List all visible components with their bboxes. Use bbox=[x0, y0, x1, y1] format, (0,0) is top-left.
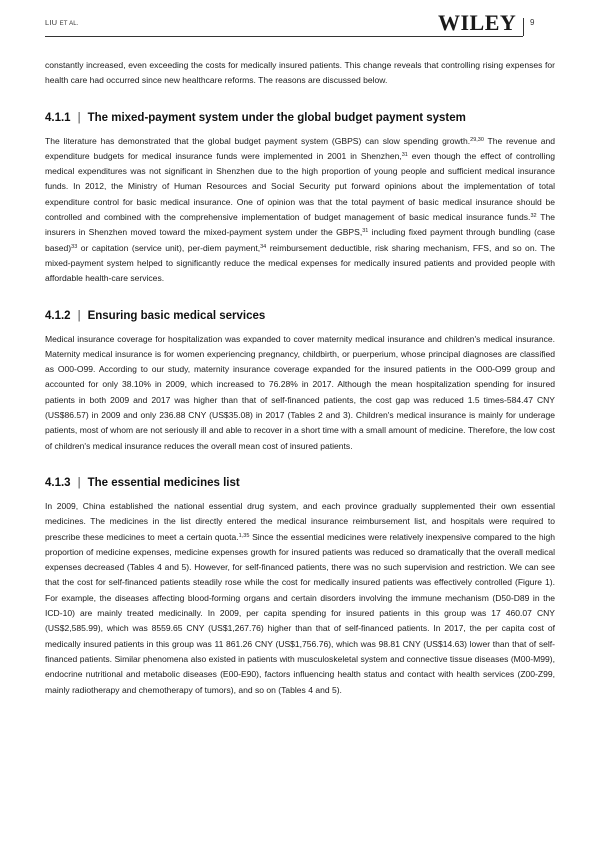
text-run: reimbursement deductible, risk sharing mechanism, FFS, and so on. The mixed-payment system helped to significantly reduce the medical expenses for medically insured patients and provided people with affordable health-care services. bbox=[45, 242, 555, 284]
author-name: LIU bbox=[45, 18, 58, 27]
section-title: The essential medicines list bbox=[87, 476, 240, 489]
text-run: The insurers in Shenzhen moved toward the mixed-payment system under the GBPS, bbox=[45, 212, 555, 238]
section-number: 4.1.2 bbox=[45, 309, 71, 322]
section-title: The mixed-payment system under the global budget payment system bbox=[87, 111, 466, 124]
section-paragraph-4-1-3 bbox=[45, 499, 555, 698]
section-separator: | bbox=[77, 309, 81, 322]
section-number: 4.1.3 bbox=[45, 476, 71, 489]
text-run: The revenue and expenditure budgets for medical insurance funds were implemented in 2001 in Shenzhen, bbox=[45, 135, 556, 161]
article-body bbox=[45, 58, 555, 698]
section-separator: | bbox=[77, 476, 81, 489]
intro-paragraph: constantly increased, even exceeding the costs for medically insured patients. This change reveals that controlling rising expenses for health care had occurred since new healthcare reforms. The reasons are discussed below. bbox=[45, 60, 555, 86]
header-rule bbox=[45, 36, 523, 37]
running-head bbox=[45, 18, 79, 27]
citation: 34 bbox=[260, 243, 267, 250]
page-number: 9 bbox=[530, 18, 535, 27]
section-paragraph-4-1-1 bbox=[45, 134, 555, 287]
text-run: Medical insurance coverage for hospitalization was expanded to cover maternity medical insurance and children's medical insurance. Maternity medical insurance is for women experiencing pregnancy, childbirth, or puerperium, whose principal diagnoses are classified as O00-O99. According to our study, maternity insurance coverage expanded for the insured patients in the O00-O99 group and accounted for only 38.10% in 2009, which increased to 76.28% in 2017. Although the mean hospitalization spending for insured patients in both 2009 and 2017 was higher than that of self-financed patients, the cost gap was reduced 1.5 times-584.47 CNY (US$86.57) in 2009 and only 236.88 CNY (US$35.08) in 2017 (Tables 2 and 3). Children's medical insurance is mainly for underage patients, most of whom are not seriously ill and able to recover in a short time with a small amount of medicine. Therefore, the low cost of children's medical insurance reduces the overall mean cost of insured patients. bbox=[45, 333, 555, 451]
citation: 32 bbox=[530, 213, 537, 220]
citation: 31 bbox=[401, 151, 408, 158]
section-heading-4-1-2 bbox=[45, 309, 555, 323]
text-run: or capitation (service unit), per-diem payment, bbox=[77, 242, 261, 253]
section-separator: | bbox=[77, 111, 81, 124]
text-run: including fixed payment through bundling (case based) bbox=[45, 227, 555, 253]
text-run: In 2009, China established the national essential drug system, and each province gradually supplemented their own essential medicines. The medicines in the list directly entered the medical insurance reimbursement list, and hospitals were required to prescribe these medicines to meet a certain quota. bbox=[45, 500, 555, 542]
author-suffix: ET AL. bbox=[59, 21, 79, 27]
section-paragraph-4-1-2 bbox=[45, 332, 555, 454]
citation: 29,30 bbox=[470, 136, 484, 143]
citation: 1,35 bbox=[238, 532, 250, 539]
header-divider bbox=[523, 18, 524, 36]
citation: 33 bbox=[71, 243, 78, 250]
text-run: even though the effect of controlling medical expenditures was not significant in Shenzhen due to the high proportion of young people and sufficient medical insurance funds. In 2012, the Ministry of Human Resources and Social Security put forward opinions about the implementation of total expenditure control for basic medical insurance. One of opinion was that the total payment of basic medical insurance should be controlled and combined with the comprehensive implementation of budget management of basic medical insurance funds. bbox=[45, 150, 555, 223]
section-title: Ensuring basic medical services bbox=[87, 309, 266, 322]
publisher-logo: WILEY bbox=[438, 10, 517, 35]
section-number: 4.1.1 bbox=[45, 111, 71, 124]
text-run: Since the essential medicines were relatively inexpensive compared to the high proportion of medicine expenses, medicine expenses growth for insured patients was reduced so dramatically that the overall medical expenses decreased (Tables 4 and 5). However, for self-financed patients, there was no such supervision and restriction. We can see that the cost for self-financed patients steadily rose while the cost for medically insured patients was effectively controlled (Figure 1). For example, the diseases affecting blood-forming organs and certain disorders involving the immune mechanism (D50-D89 in the ICD-10) are mainly treated medicinally. In 2009, per capita spending for insured patients in this group was 17 460.07 CNY (US$2,585.99), which was 8559.65 CNY (US$1,267.76) higher than that of self-financed patients. In 2017, the per capita cost of medically insured patients in this group was 11 861.26 CNY (US$1,756.76), which was 98.81 CNY (US$14.63) lower than that of self-financed patients. Similar phenomena also existed in patients with musculoskeletal system and connective tissue diseases (M00-M99), endocrine nutritional and metabolic diseases (E00-E90), factors influencing health status and contact with health services (Z00-Z99, mainly radiotherapy and chemotherapy of tumors), and so on (Tables 4 and 5). bbox=[45, 531, 556, 695]
section-heading-4-1-1 bbox=[45, 111, 555, 125]
text-run: The literature has demonstrated that the global budget payment system (GBPS) can slow spending growth. bbox=[45, 135, 471, 146]
section-heading-4-1-3 bbox=[45, 476, 555, 490]
citation: 31 bbox=[362, 228, 369, 235]
